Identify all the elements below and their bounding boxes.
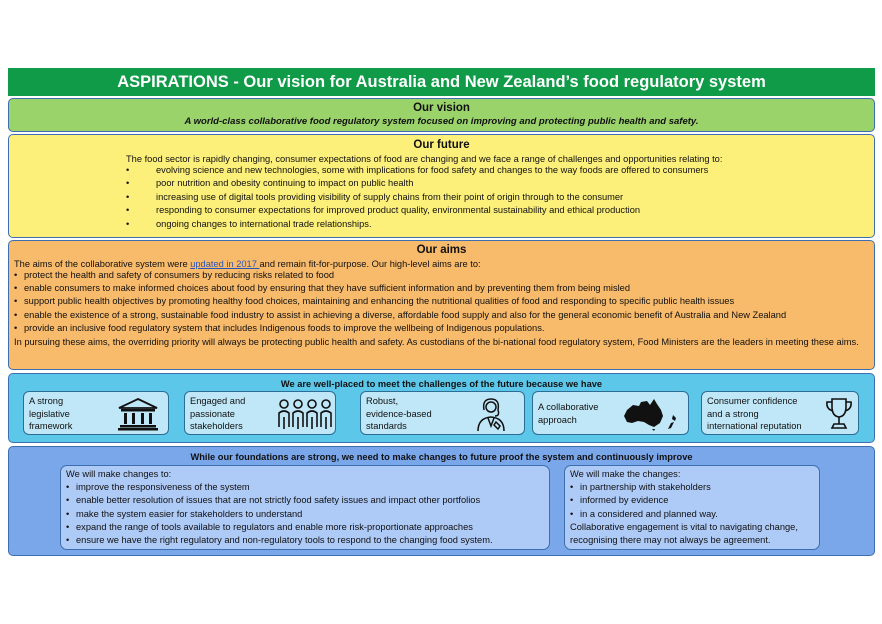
card-robust-standards <box>360 391 525 435</box>
card-engaged-stakeholders <box>184 391 336 435</box>
vision-heading: Our vision <box>413 102 470 114</box>
card-line: standards <box>366 421 407 431</box>
future-heading: Our future <box>413 139 470 151</box>
future-list <box>126 164 874 231</box>
list-item: • informed by evidence <box>570 494 814 507</box>
updated-2017-link[interactable]: updated in 2017 <box>190 259 260 269</box>
changes-how-box <box>564 465 820 550</box>
list-item: • enable better resolution of issues that are not strictly food safety issues and impact other portfolios <box>66 494 544 507</box>
card-line: A collaborative <box>538 402 599 412</box>
future-section <box>8 134 875 238</box>
changes-how-closing: Collaborative engagement is vital to navigating change, recognising there may not always be agreement. <box>570 521 798 546</box>
page-title: ASPIRATIONS - Our vision for Australia and New Zealand’s food regulatory system <box>8 68 875 96</box>
list-item: • responding to consumer expectations for improved product quality, environmental sustainability and ethical production <box>126 204 874 217</box>
australia-nz-map-icon <box>621 396 687 432</box>
well-placed-section <box>8 373 875 443</box>
aims-list <box>14 269 874 335</box>
list-item: • ongoing changes to international trade relationships. <box>126 218 874 231</box>
list-item: • in partnership with stakeholders <box>570 481 814 494</box>
list-item: • provide an inclusive food regulatory system that includes Indigenous foods to improve the wellbeing of Indigenous populations. <box>14 322 874 335</box>
list-item: • protect the health and safety of consumers by reducing risks related to food <box>14 269 874 282</box>
well-placed-heading: We are well-placed to meet the challenges of the future because we have <box>280 379 603 389</box>
list-item: • support public health objectives by promoting healthy food choices, maintaining and enhancing the nutritional qualities of food and responding to specific public health issues <box>14 295 874 308</box>
card-consumer-confidence <box>701 391 859 435</box>
aims-section <box>8 240 875 370</box>
list-item: • poor nutrition and obesity continuing to impact on public health <box>126 177 874 190</box>
list-item: • in a considered and planned way. <box>570 508 814 521</box>
list-item: • improve the responsiveness of the system <box>66 481 544 494</box>
changes-how-intro: We will make the changes: <box>570 469 681 479</box>
scientist-icon <box>474 396 508 432</box>
aims-closing: In pursuing these aims, the overriding priority will always be protecting public health and safety. As custodians of the bi-national food regulatory system, Food Ministers are the leaders in meeting these aims. <box>14 337 859 348</box>
card-line: passionate <box>190 408 235 419</box>
changes-how-list <box>570 481 814 521</box>
aims-intro-before: The aims of the collaborative system were <box>14 259 191 269</box>
card-line: and a strong <box>707 408 759 419</box>
changes-to-list <box>66 481 544 547</box>
aims-heading: Our aims <box>416 244 467 256</box>
card-line: evidence-based <box>366 408 432 419</box>
future-proof-heading: While our foundations are strong, we need to make changes to future proof the system and continuously improve <box>190 452 693 462</box>
list-item: • enable consumers to make informed choices about food by ensuring that they have sufficient information and by preventing them from being misled <box>14 282 874 295</box>
vision-statement: A world-class collaborative food regulatory system focused on improving and protecting public health and safety. <box>184 116 699 127</box>
card-line: stakeholders <box>190 421 243 431</box>
building-columns-icon <box>116 397 160 431</box>
list-item: • evolving science and new technologies, some with implications for food safety and changes to the way foods are offered to consumers <box>126 164 874 177</box>
list-item: • ensure we have the right regulatory and non-regulatory tools to respond to the changing food system. <box>66 534 544 547</box>
aims-intro-after: and remain fit-for-purpose. Our high-level aims are to: <box>259 259 481 269</box>
card-legislative-framework <box>23 391 169 435</box>
list-item: • increasing use of digital tools providing visibility of supply chains from their point of origin through to the consumer <box>126 191 874 204</box>
card-line: A strong <box>29 396 64 406</box>
card-collaborative-approach <box>532 391 689 435</box>
card-line: international reputation <box>707 421 802 431</box>
list-item: • enable the existence of a strong, sustainable food industry to assist in achieving a diverse, affordable food supply and also for the general economic benefit of Australia and New Zealand <box>14 309 874 322</box>
changes-to-intro: We will make changes to: <box>66 469 172 479</box>
card-line: legislative <box>29 408 70 419</box>
future-intro: The food sector is rapidly changing, consumer expectations of food are changing and we face a range of challenges and opportunities relating to: <box>126 154 723 164</box>
future-proof-section <box>8 446 875 556</box>
list-item: • expand the range of tools available to regulators and enable more risk-proportionate approaches <box>66 521 544 534</box>
card-line: Engaged and <box>190 396 246 406</box>
list-item: • make the system easier for stakeholders to understand <box>66 508 544 521</box>
trophy-icon <box>824 397 854 431</box>
card-line: Robust, <box>366 396 399 406</box>
changes-to-box <box>60 465 550 550</box>
card-line: Consumer confidence <box>707 396 798 406</box>
aims-intro <box>14 259 874 269</box>
vision-section <box>8 98 875 132</box>
card-line: approach <box>538 414 577 425</box>
card-line: framework <box>29 421 73 431</box>
people-group-icon <box>277 397 333 431</box>
